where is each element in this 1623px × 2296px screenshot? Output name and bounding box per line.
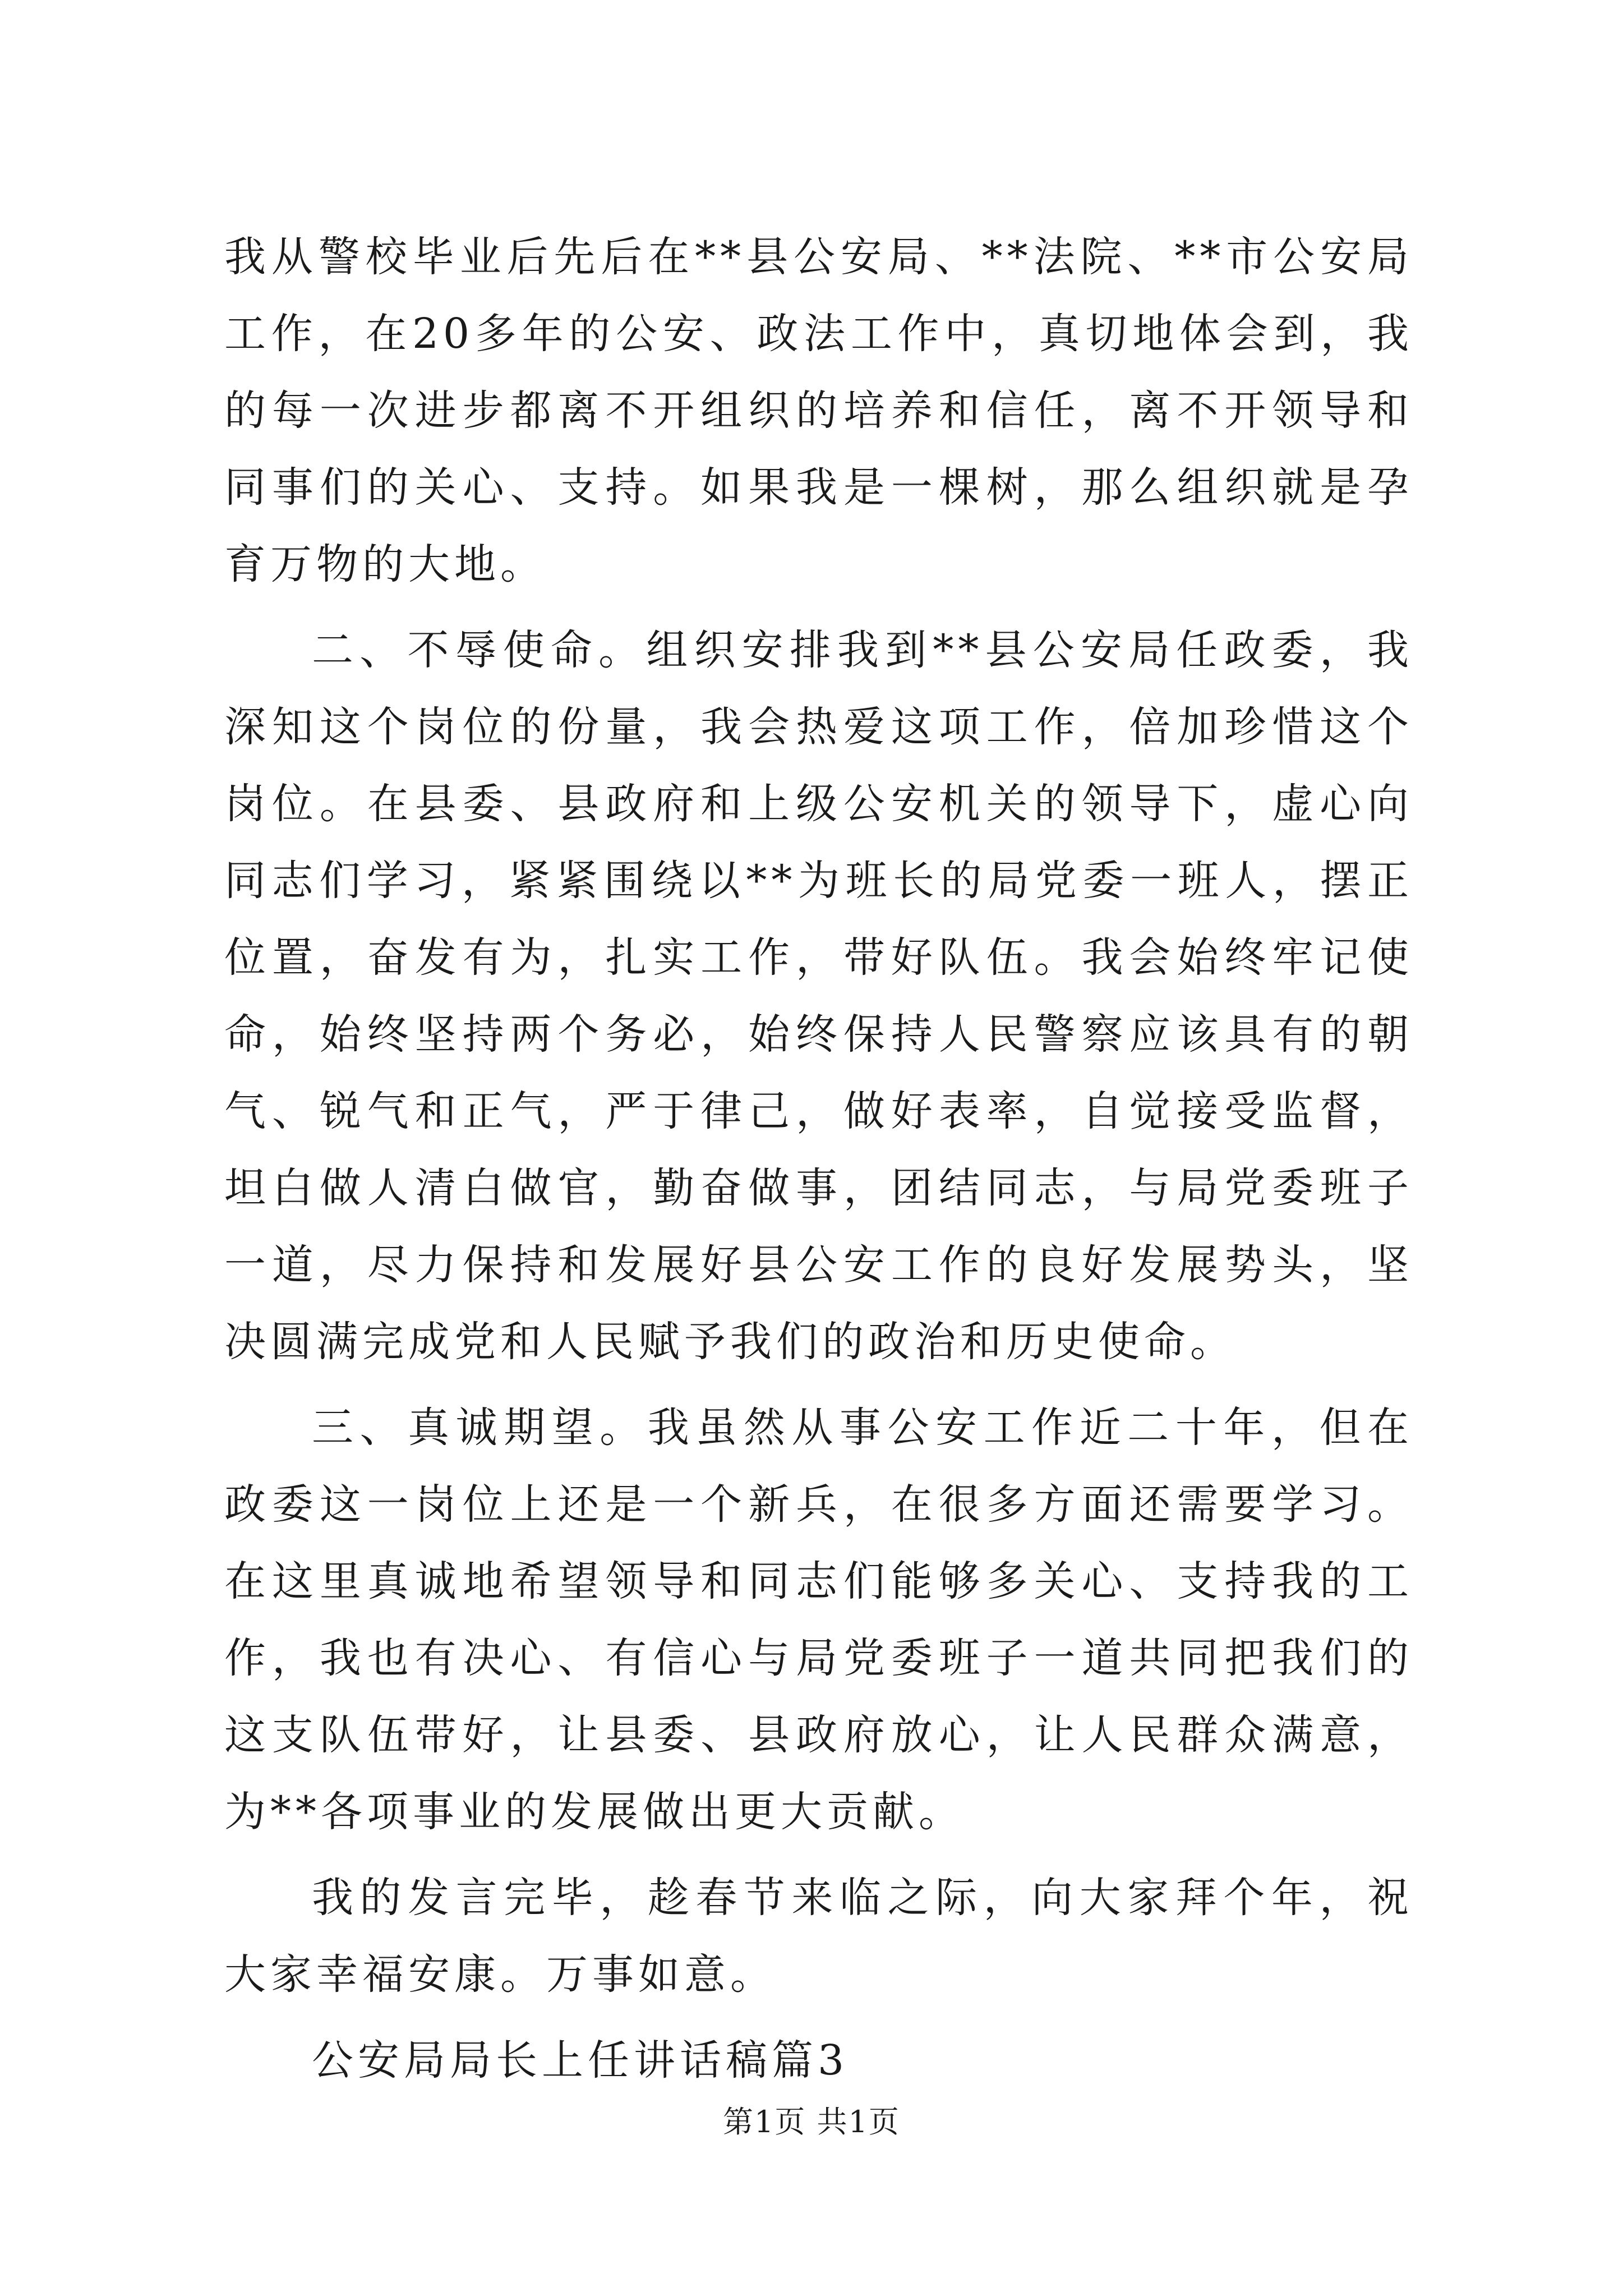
- paragraph-intro: 我从警校毕业后先后在**县公安局、**法院、**市公安局工作，在20多年的公安、政法工作中，真切地体会到，我的每一次进步都离不开组织的培养和信任，离不开领导和同事们的关心、支持。如果我是一棵树，那么组织就是孕育万物的大地。: [224, 233, 1413, 588]
- paragraph-closing: 我的发言完毕，趁春节来临之际，向大家拜个年，祝大家幸福安康。万事如意。: [224, 1874, 1413, 1999]
- document-body: [224, 219, 1413, 2108]
- paragraph-mission: 二、不辱使命。组织安排我到**县公安局任政委，我深知这个岗位的份量，我会热爱这项工作，倍加珍惜这个岗位。在县委、县政府和上级公安机关的领导下，虚心向同志们学习，紧紧围绕以**为班长的局党委一班人，摆正位置，奋发有为，扎实工作，带好队伍。我会始终牢记使命，始终坚持两个务必，始终保持人民警察应该具有的朝气、锐气和正气，严于律己，做好表率，自觉接受监督，坦白做人清白做官，勤奋做事，团结同志，与局党委班子一道，尽力保持和发展好县公安工作的良好发展势头，坚决圆满完成党和人民赋予我们的政治和历史使命。: [224, 626, 1413, 1366]
- page-footer: 第1页 共1页: [723, 2104, 900, 2139]
- paragraph-expectation: 三、真诚期望。我虽然从事公安工作近二十年，但在政委这一岗位上还是一个新兵，在很多方面还需要学习。在这里真诚地希望领导和同志们能够多关心、支持我的工作，我也有决心、有信心与局党委班子一道共同把我们的这支队伍带好，让县委、县政府放心，让人民群众满意，为**各项事业的发展做出更大贡献。: [224, 1404, 1413, 1836]
- section-heading: 公安局局长上任讲话稿篇3: [312, 2036, 849, 2085]
